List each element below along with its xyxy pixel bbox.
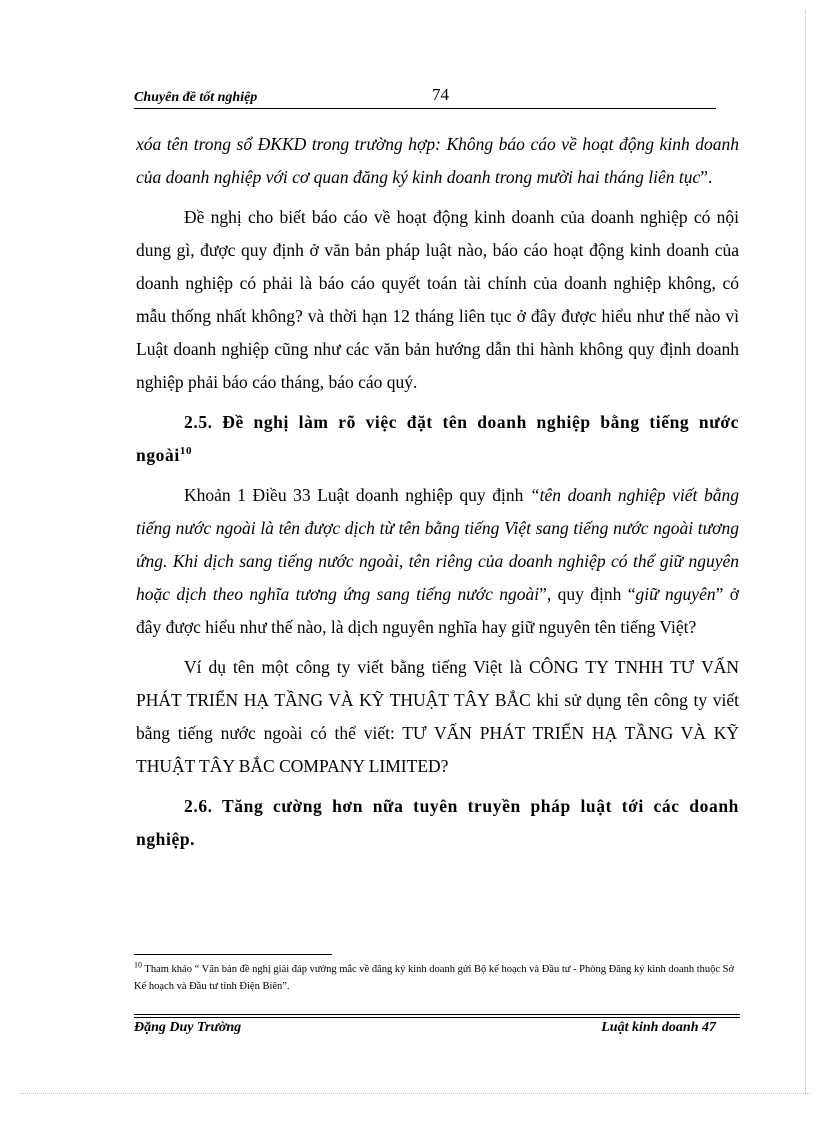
text-end: ” ở đây được hiểu như thế nào, là dịch nguyên nghĩa hay giữ nguyên tên tiếng Việt? [136, 584, 740, 637]
page-border-right [805, 10, 806, 1093]
quote-close: ”. [700, 167, 713, 187]
paragraph-article-33 [136, 479, 739, 644]
paragraph-question: Đề nghị cho biết báo cáo về hoạt động kinh doanh của doanh nghiệp có nội dung gì, được quy định ở văn bản pháp luật nào, báo cáo hoạt động kinh doanh của doanh nghiệp có phải là báo cáo quyết toán tài chính của doanh nghiệp không, có mẫu thống nhất không? và thời hạn 12 tháng liên tục ở đây được hiểu như thế nào vì Luật doanh nghiệp cũng như các văn bản hướng dẫn thi hành không quy định doanh nghiệp phải báo cáo tháng, báo cáo quý. [136, 207, 739, 392]
footnote [134, 961, 740, 995]
document-body [136, 128, 739, 856]
text-quote: “tên doanh nghiệp viết bằng tiếng nước ngoài là tên được dịch từ tên bằng tiếng Việt sang tiếng nước ngoài tương ứng. Khi dịch sang tiếng nước ngoài, tên riêng của doanh nghiệp có thể giữ nguyên hoặc dịch theo nghĩa tương ứng sang tiếng nước ngoài [136, 485, 739, 604]
paragraph-text: xóa tên trong sổ ĐKKD trong trường hợp: Không báo cáo về hoạt động kinh doanh của doanh nghiệp với cơ quan đăng ký kinh doanh trong mười hai tháng liên tục [136, 134, 739, 187]
footnote-number: 10 [134, 960, 142, 970]
text-middle: ”, quy định “ [539, 584, 636, 604]
page-header [134, 86, 716, 109]
paragraph-example: Ví dụ tên một công ty viết bằng tiếng Việt là CÔNG TY TNHH TƯ VẤN PHÁT TRIỂN HẠ TẦNG VÀ KỸ THUẬT TÂY BẮC khi sử dụng tên công ty viết bằng tiếng nước ngoài có thể viết: TƯ VẤN PHÁT TRIỂN HẠ TẦNG VÀ KỸ THUẬT TÂY BẮC COMPANY LIMITED? [136, 657, 739, 776]
heading-text: 2.5. Đề nghị làm rõ việc đặt tên doanh nghiệp bằng tiếng nước ngoài [136, 412, 739, 465]
section-heading-2-5 [136, 406, 739, 472]
page-number: 74 [432, 85, 449, 104]
header-title: Chuyên đề tốt nghiệp [134, 90, 258, 105]
footer-divider-double [134, 1017, 740, 1018]
footnote-divider [134, 954, 332, 955]
text-term: giữ nguyên [635, 584, 716, 604]
footnote-text: Tham khảo “ Văn bản đề nghị giải đáp vướng mắc về đăng ký kinh doanh gửi Bộ kế hoạch và Đầu tư - Phòng Đăng ký kinh doanh thuộc Sở Kế hoạch và Đầu tư tỉnh Điện Biên”. [134, 964, 735, 992]
footer-author: Đặng Duy Trường [134, 1020, 242, 1035]
footer-course: Luật kinh doanh 47 [601, 1020, 716, 1035]
text-intro: Khoản 1 Điều 33 Luật doanh nghiệp quy định [184, 485, 530, 505]
section-heading-2-6: 2.6. Tăng cường hơn nữa tuyên truyền pháp luật tới các doanh nghiệp. [136, 796, 739, 849]
paragraph-continuation [136, 128, 739, 194]
footer-divider [134, 1014, 740, 1015]
footnote-ref: 10 [179, 445, 193, 458]
page-border-bottom [20, 1093, 810, 1094]
